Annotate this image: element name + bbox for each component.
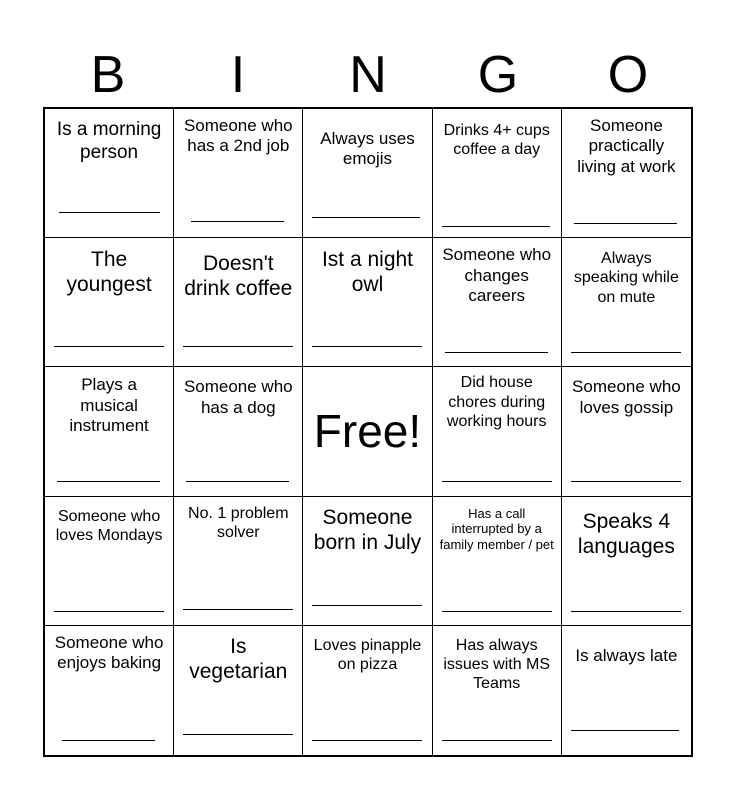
bingo-cell[interactable] [303,109,432,238]
header-letter: G [477,46,519,104]
name-blank-line [183,734,293,735]
free-space-label: Free! [313,405,422,458]
bingo-cell[interactable] [303,238,432,367]
cell-text: Someone who enjoys baking [54,632,164,673]
bingo-board [43,107,693,757]
name-blank-line [442,611,552,612]
cell-text: Someone who loves gossip [572,377,681,417]
name-blank-line [445,352,548,353]
name-blank-line [54,611,164,612]
cell-text: Is a morning person [56,119,162,163]
name-blank-line [312,346,422,347]
bingo-cell[interactable] [45,367,174,496]
cell-text: Always speaking while on mute [573,250,679,306]
name-blank-line [183,346,293,347]
cell-text: The youngest [66,248,152,297]
cell-text: Did house chores during working hours [446,374,547,430]
header-letter: I [230,46,246,104]
name-blank-line [186,481,289,482]
cell-text: Someone who loves Mondays [55,507,163,544]
header-letter: N [349,46,387,104]
cell-text: Ist a night owl [321,248,414,297]
name-blank-line [312,605,422,606]
cell-text: Plays a musical instrument [69,375,149,436]
bingo-cell[interactable] [562,497,691,626]
cell-text: Someone practically living at work [577,116,676,176]
bingo-cell[interactable] [433,497,562,626]
bingo-cell[interactable] [45,626,174,755]
name-blank-line [442,226,550,227]
bingo-cell[interactable] [562,367,691,496]
cell-text: Doesn't drink coffee [184,252,293,301]
name-blank-line [442,740,552,741]
cell-text: Has always issues with MS Teams [443,636,551,693]
bingo-cell[interactable] [45,109,174,238]
bingo-cell[interactable] [174,109,303,238]
name-blank-line [191,221,284,222]
bingo-cell[interactable] [562,238,691,367]
cell-text: No. 1 problem solver [188,504,289,541]
bingo-cell[interactable] [174,367,303,496]
bingo-cell[interactable] [433,626,562,755]
name-blank-line [62,740,155,741]
bingo-cell[interactable] [303,367,432,496]
bingo-cell[interactable] [303,626,432,755]
cell-text: Someone born in July [313,505,422,554]
name-blank-line [571,730,679,731]
name-blank-line [442,481,552,482]
bingo-cell[interactable] [174,238,303,367]
bingo-cell[interactable] [45,497,174,626]
cell-text: Someone who has a 2nd job [183,116,293,156]
cell-text: Always uses emojis [320,129,415,169]
bingo-header [43,44,693,106]
cell-text: Someone who changes careers [442,245,552,305]
bingo-cell[interactable] [303,497,432,626]
bingo-cell[interactable] [45,238,174,367]
bingo-cell[interactable] [433,238,562,367]
name-blank-line [312,740,422,741]
bingo-cell[interactable] [562,626,691,755]
cell-text: Drinks 4+ cups coffee a day [443,122,550,159]
name-blank-line [571,352,681,353]
name-blank-line [312,217,420,218]
bingo-cell[interactable] [562,109,691,238]
cell-text: Is vegetarian [189,634,288,683]
bingo-cell[interactable] [174,626,303,755]
cell-text: Someone who has a dog [183,377,293,417]
header-letter: O [607,46,649,104]
name-blank-line [59,212,160,213]
bingo-cell[interactable] [174,497,303,626]
name-blank-line [571,481,681,482]
bingo-cell[interactable] [433,367,562,496]
name-blank-line [571,611,681,612]
name-blank-line [57,481,160,482]
name-blank-line [54,346,164,347]
cell-text: Has a call interrupted by a family member / pet [439,505,554,552]
name-blank-line [183,609,293,610]
cell-text: Is always late [575,645,678,665]
cell-text: Speaks 4 languages [577,509,675,558]
bingo-cell[interactable] [433,109,562,238]
cell-text: Loves pinapple on pizza [313,636,422,673]
header-letter: B [90,46,126,104]
name-blank-line [574,223,677,224]
